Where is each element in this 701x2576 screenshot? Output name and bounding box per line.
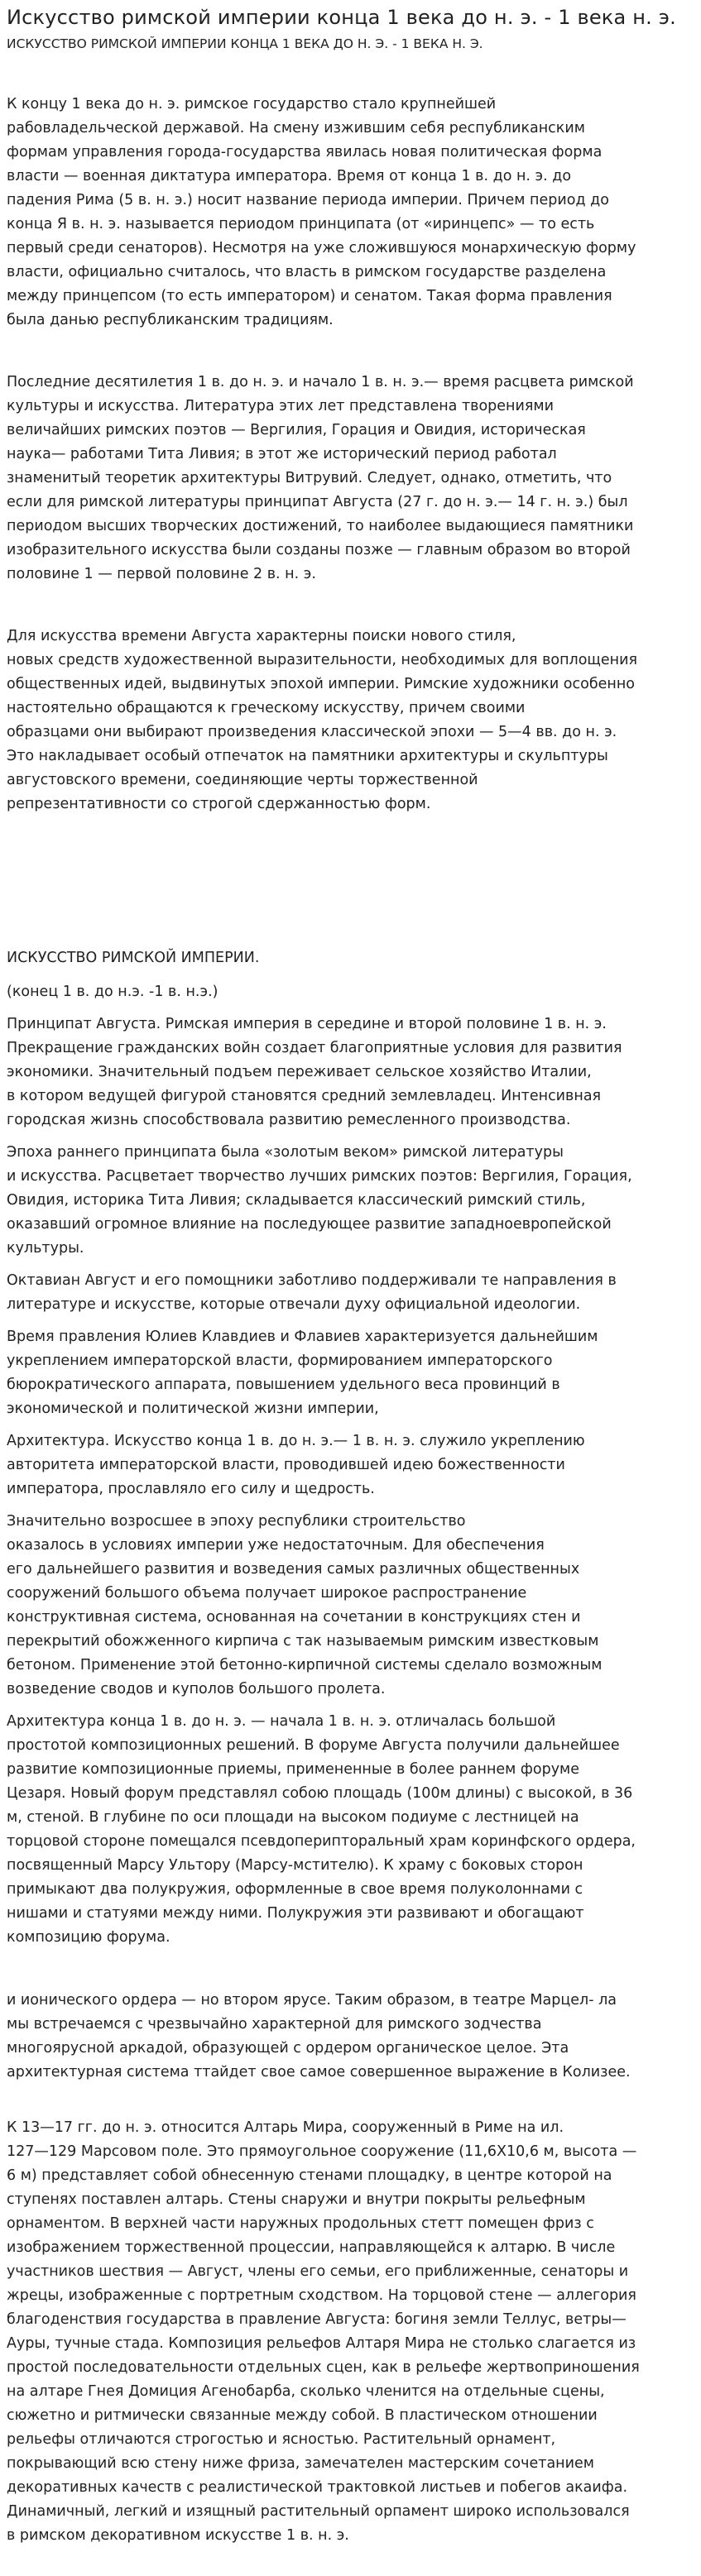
page-subtitle: ИСКУССТВО РИМСКОЙ ИМПЕРИИ КОНЦА 1 ВЕКА ДО Н. Э. - 1 ВЕКА Н. Э. bbox=[7, 36, 483, 51]
body-paragraph-dynasties: Время правления Юлиев Клавдиев и Флавиев характеризуется дальнейшим укреплением императорской власти, формированием императорского бюрократического аппарата, повышением удельного веса провинций в экономической и политической жизни империи, bbox=[7, 1329, 598, 1417]
intro-paragraph-3: Для искусства времени Августа характерны поиски нового стиля, новых средств художественной выразительности, необходимых для воплощения общественных идей, выдвинутых эпохой империи. Римские художники особенно настоятельно обращаются к греческому искусству, причем своими образцами они выбирают произведения классической эпохи — 5—4 вв. до н. э. Это накладывает особый отпечаток на памятники архитектуры и скульптуры августовского времени, соединяющие черты торжественной репрезентативности со строгой сдержанностью форм. bbox=[7, 628, 638, 812]
body-paragraph-architecture: Архитектура. Искусство конца 1 в. до н. э.— 1 в. н. э. служило укреплению авторитета императорской власти, проводившей идею божественности императора, прославляло его силу и щедрость. bbox=[7, 1433, 585, 1497]
intro-paragraph-1: К концу 1 века до н. э. римское государство стало крупнейшей рабовладельческой державой. На смену изжившим себя республиканским формам управления города-государства явилась новая политическая форма власти — военная диктатура императора. Время от конца 1 в. до н. э. до падения Рима (5 в. н. э.) носит название периода империи. Причем период до конца Я в. н. э. называется периодом принципата (от «иринцепс» — то есть первый среди сенаторов). Несмотря на уже сложившуюся монархическую форму власти, официально считалось, что власть в римском государстве разделена между принцепсом (то есть императором) и сенатом. Такая форма правления была данью республиканским традициям. bbox=[7, 96, 636, 328]
body-paragraph-golden-age: Эпоха раннего принципата была «золотым веком» римской литературы и искусства. Расцветает творчество лучших римских поэтов: Вергилия, Горация, Овидия, историка Тита Ливия; складывается классический римский стиль, оказавший огромное влияние на последующее развитие западноевропейской культуры. bbox=[7, 1144, 632, 1257]
body-paragraph-construction: Значительно возросшее в эпоху республики строительство оказалось в условиях империи уже недостаточным. Для обеспечения его дальнейшего развития и возведения самых различных общественных сооружений большого объема получает широкое распространение конструктивная система, основанная на сочетании в конструкциях стен и перекрытий обожженного кирпича с так называемым римским известковым бетоном. Применение этой бетонно-кирпичной системы сделало возможным возведение сводов и куполов большого пролета. bbox=[7, 1513, 603, 1697]
section-heading: ИСКУССТВО РИМСКОЙ ИМПЕРИИ. bbox=[7, 950, 260, 966]
body-paragraph-octavian: Октавиан Август и его помощники заботливо поддерживали те направления в литературе и искусстве, которые отвечали духу официальной идеологии. bbox=[7, 1272, 617, 1313]
intro-paragraph-2: Последние десятилетия 1 в. до н. э. и начало 1 в. н. э.— время расцвета римской культуры и искусства. Литература этих лет представлена творениями величайших римских поэтов — Вергилия, Горация и Овидия, историческая наука— работами Тита Ливия; в этот же исторический период работал знаменитый теоретик архитектуры Витрувий. Следует, однако, отметить, что если для римской литературы принципат Августа (27 г. до н. э.— 14 г. н. э.) был периодом высших творческих достижений, то наиболее выдающиеся памятники изобразительного искусства были созданы позже — главным образом во второй половине 1 — первой половине 2 в. н. э. bbox=[7, 374, 634, 582]
body-paragraph-theatre: и ионического ордера — но втором ярусе. Таким образом, в театре Марцел- ла мы встречаемся с чрезвычайно характерной для римского зодчества многоярусной аркадой, образующей с ордером органическое целое. Эта архитектурная система ттайдет свое самое совершенное выражение в Колизее. bbox=[7, 1992, 631, 2080]
page-title: Искусство римской империи конца 1 века до н. э. - 1 века н. э. bbox=[7, 6, 676, 29]
body-paragraph-forum: Архитектура конца 1 в. до н. э. — начала 1 в. н. э. отличалась большой простотой композиционных решений. В форуме Августа получили дальнейшее развитие композиционные приемы, примененные в более раннем форуме Цезаря. Новый форум представлял собою площадь (100м длины) с высокой, в 36 м, стеной. В глубине по оси площади на высоком подиуме с лестницей на торцовой стороне помещался псевдопериптоpальный храм коринфского ордера, посвященный Марсу Ультору (Марсу-мстителю). К храму с боковых сторон примыкают два полукружия, оформленные в свое время полуколоннами с нишами и статуями между ними. Полукружия эти развивают и обогащают композицию форума. bbox=[7, 1713, 636, 1946]
body-paragraph-principate: Принципат Августа. Римская империя в середине и второй половине 1 в. н. э. Прекращение гражданских войн создает благоприятные условия для развития экономики. Значительный подъем переживает сельское хозяйство Италии, в котором ведущей фигурой становятся средний землевладец. Интенсивная городская жизнь способствовала развитию ремесленного производства. bbox=[7, 1016, 622, 1128]
body-paragraph-ara-pacis: К 13—17 гг. до н. э. относится Алтарь Мира, сооруженный в Риме на ил. 127—129 Марсовом поле. Это прямоугольное сооружение (11,6Х10,6 м, высота — 6 м) представляет собой обнесенную стенами площадку, в центре которой на ступенях поставлен алтарь. Стены снаружи и внутри покрыты рельефным орнаментом. В верхней части наружных продольных стетт помещен фриз с изображением торжественной процессии, направляющейся к алтарю. В числе участников шествия — Август, члены его семьи, его приближенные, сенаторы и жрецы, изображенные с портретным сходством. На торцовой стене — аллегория благоденствия государства в правление Августа: богиня земли Теллус, ветры— Ауры, тучные стада. Композиция рельефов Алтаря Мира не столько слагается из простой последовательности отдельных сцен, как в рельефе жертвоприношения на алтаре Гнея Домиция Агенобарба, сколько членится на отдельные сцены, сюжетно и ритмически связанные между собой. В пластическом отношении рельефы отличаются строгостью и ясностью. Растительный орнамент, покрывающий всю стену ниже фриза, замечателен мастерским сочетанием декоративных качеств с реалистической трактовкой листьев и побегов акаифа. Динамичный, легкий и изящный растительный орпамент широко использовался в римском декоративном искусстве 1 в. н. э. bbox=[7, 2119, 640, 2544]
section-period: (конец 1 в. до н.э. -1 в. н.э.) bbox=[7, 984, 218, 1000]
